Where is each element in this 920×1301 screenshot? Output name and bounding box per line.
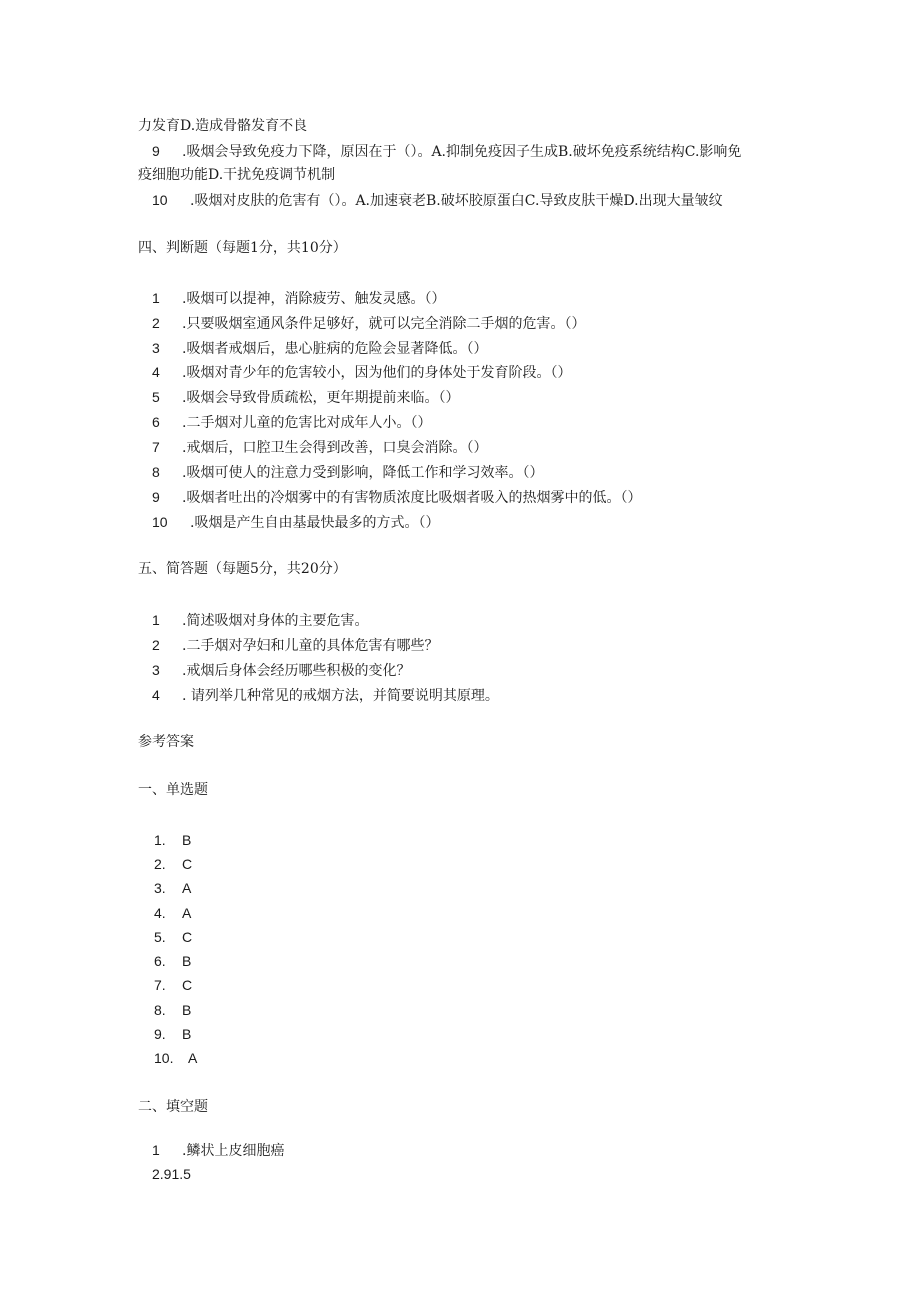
list-item	[152, 338, 487, 358]
list-item	[152, 387, 459, 407]
list-item	[152, 635, 438, 655]
item-text: .吸烟会导致骨质疏松，更年期提前来临。（）	[182, 390, 460, 406]
answer-value: C	[182, 929, 193, 945]
item-number: 9	[152, 489, 160, 505]
list-item	[152, 462, 543, 482]
continuation-text: 力发育D.造成骨骼发育不良	[138, 118, 308, 134]
answer-value: C	[182, 977, 193, 993]
answer-number: 3.	[154, 880, 166, 896]
answer-value: B	[182, 832, 192, 848]
list-item	[152, 1140, 284, 1160]
answer-value: B	[182, 953, 192, 969]
answer-item	[154, 1000, 191, 1020]
item-text: . 请列举几种常见的戒烟方法，并简要说明其原理。	[182, 688, 499, 704]
item-text: .二手烟对儿童的危害比对成年人小。（）	[182, 415, 432, 431]
question-text: .吸烟对皮肤的危害有（）。A.加速衰老B.破坏胶原蛋白C.导致皮肤干燥D.出现大量皱纹	[190, 193, 723, 209]
section-title: 五、简答题（每题5分，共20分）	[138, 561, 347, 577]
answer-number: 7.	[154, 977, 166, 993]
answers-single-choice-heading	[138, 780, 208, 800]
list-item	[152, 412, 431, 432]
list-item	[152, 313, 585, 333]
answer-number: 10.	[154, 1050, 174, 1066]
item-text: .简述吸烟对身体的主要危害。	[182, 613, 369, 629]
mc-question-9	[152, 141, 741, 161]
mc-question-10	[152, 190, 723, 210]
answer-number: 6.	[154, 953, 166, 969]
answer-item	[154, 878, 191, 898]
item-number: 7	[152, 439, 160, 455]
item-number: 2	[152, 637, 160, 653]
item-number: 10	[152, 514, 168, 530]
item-number: 6	[152, 414, 160, 430]
section-title: 一、单选题	[138, 782, 208, 798]
answer-value: B	[182, 1026, 192, 1042]
answer-number: 4.	[154, 905, 166, 921]
section-heading-short-answer	[138, 559, 347, 579]
answer-item	[154, 830, 191, 850]
item-text: .吸烟者戒烟后，患心脏病的危险会显著降低。（）	[182, 341, 488, 357]
answer-value: C	[182, 856, 193, 872]
item-text: .吸烟可使人的注意力受到影响，降低工作和学习效率。（）	[182, 465, 544, 481]
section-title: 四、判断题（每题1分，共10分）	[138, 240, 347, 256]
item-text: .吸烟是产生自由基最快最多的方式。（）	[190, 515, 440, 531]
item-number: 2	[152, 315, 160, 331]
list-item	[152, 288, 445, 308]
answer-number: 8.	[154, 1002, 166, 1018]
answer-number: 5.	[154, 929, 166, 945]
mc-question-9-wrap	[138, 165, 335, 185]
answers-title	[138, 732, 194, 752]
item-number: 3	[152, 340, 160, 356]
section-heading-judgment	[138, 238, 347, 258]
item-text: .只要吸烟室通风条件足够好，就可以完全消除二手烟的危害。（）	[182, 316, 586, 332]
item-number: 1	[152, 290, 160, 306]
item-number: 8	[152, 464, 160, 480]
list-item	[152, 660, 410, 680]
question-number: 10	[152, 192, 168, 208]
list-item	[152, 362, 571, 382]
continuation-line	[138, 116, 307, 136]
list-item	[152, 685, 499, 705]
item-text: .鳞状上皮细胞癌	[182, 1143, 285, 1159]
fill-blank-line-2	[152, 1164, 191, 1184]
item-number: 1	[152, 1142, 160, 1158]
answer-item	[154, 854, 192, 874]
item-text: 2.91.5	[152, 1166, 191, 1182]
item-number: 4	[152, 687, 160, 703]
item-number: 4	[152, 364, 160, 380]
item-number: 5	[152, 389, 160, 405]
question-text-wrap: 疫细胞功能D.干扰免疫调节机制	[138, 167, 336, 183]
answers-fill-blank-heading	[138, 1097, 208, 1117]
item-text: .吸烟可以提神，消除疲劳、触发灵感。（）	[182, 291, 446, 307]
list-item	[152, 437, 487, 457]
answer-item	[154, 975, 192, 995]
list-item	[152, 487, 641, 507]
section-title: 二、填空题	[138, 1099, 208, 1115]
item-number: 1	[152, 612, 160, 628]
answer-value: B	[182, 1002, 192, 1018]
list-item	[152, 512, 439, 532]
answer-item	[154, 951, 191, 971]
item-text: .吸烟者吐出的冷烟雾中的有害物质浓度比吸烟者吸入的热烟雾中的低。（）	[182, 490, 642, 506]
answer-value: A	[182, 880, 192, 896]
answer-number: 1.	[154, 832, 166, 848]
answer-value: A	[182, 905, 192, 921]
list-item	[152, 610, 368, 630]
item-number: 3	[152, 662, 160, 678]
answer-number: 2.	[154, 856, 166, 872]
answer-item	[154, 927, 192, 947]
answer-item	[154, 1024, 191, 1044]
answer-item	[154, 903, 191, 923]
answer-number: 9.	[154, 1026, 166, 1042]
section-title: 参考答案	[138, 734, 194, 750]
answer-value: A	[188, 1050, 198, 1066]
item-text: .戒烟后身体会经历哪些积极的变化？	[182, 663, 411, 679]
item-text: .吸烟对青少年的危害较小，因为他们的身体处于发育阶段。（）	[182, 365, 572, 381]
question-number: 9	[152, 143, 160, 159]
question-text: .吸烟会导致免疫力下降，原因在于（）。A.抑制免疫因子生成B.破坏免疫系统结构C.影响免	[182, 144, 742, 160]
item-text: .戒烟后，口腔卫生会得到改善，口臭会消除。（）	[182, 440, 488, 456]
item-text: .二手烟对孕妇和儿童的具体危害有哪些？	[182, 638, 439, 654]
answer-item	[154, 1048, 197, 1068]
